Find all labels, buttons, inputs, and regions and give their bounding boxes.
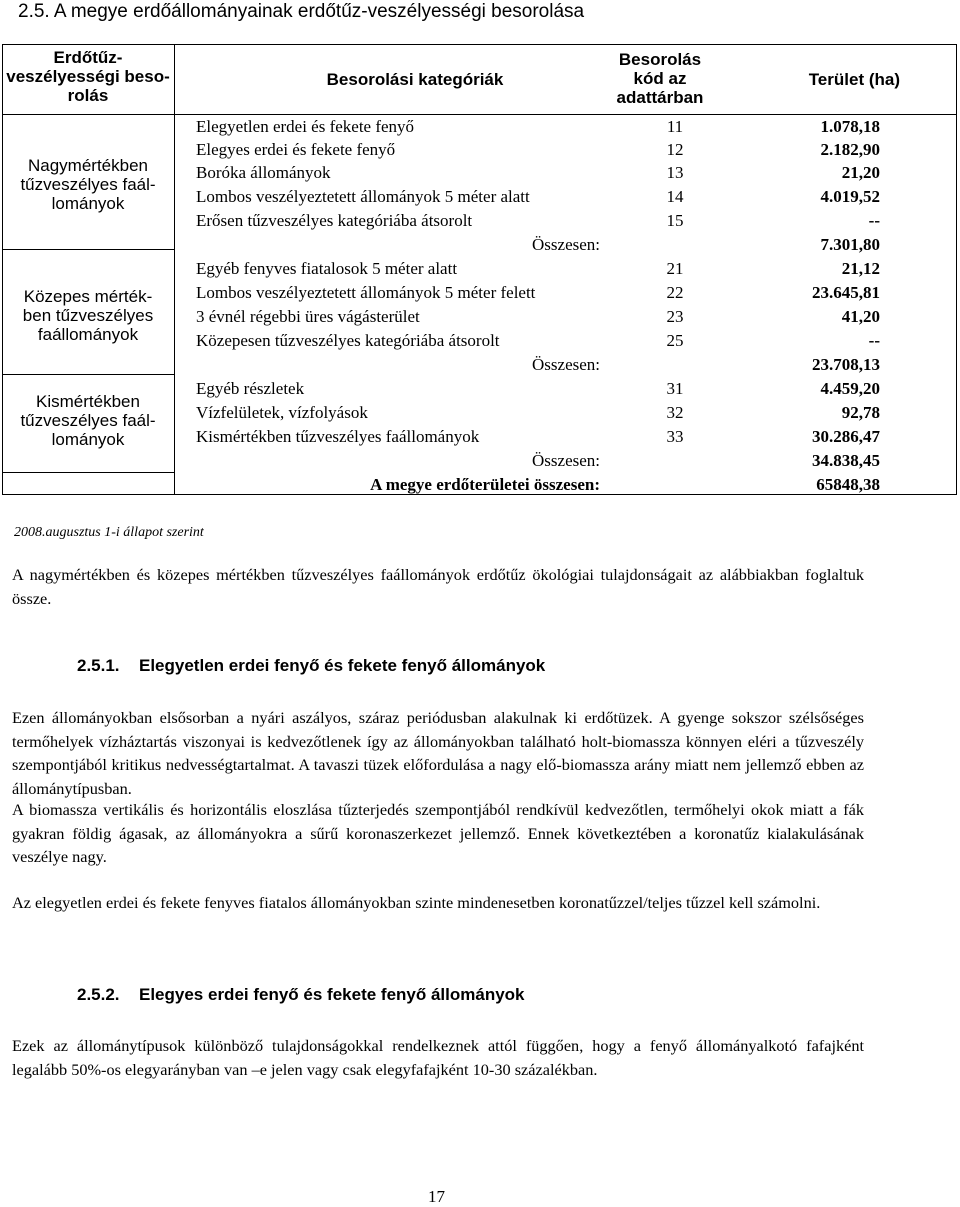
table-row-category: Közepesen tűzveszélyes kategóriába átsorolt	[196, 331, 500, 350]
group-label-medium	[4, 287, 172, 344]
subtotal-value: 7.301,80	[820, 235, 880, 254]
table-row-category: Elegyes erdei és fekete fenyő	[196, 140, 396, 159]
table-row-code: 15	[666, 211, 684, 230]
table-row-code: 25	[666, 331, 684, 350]
table-row-area: 21,12	[841, 259, 880, 278]
subtotal-label: Összesen:	[532, 235, 600, 254]
section-number: 2.5.2.	[77, 985, 120, 1004]
table-row-category: Egyéb fenyves fiatalosok 5 méter alatt	[196, 259, 458, 278]
header-classification	[4, 48, 172, 105]
header-categories: Besorolási kategóriák	[326, 70, 504, 89]
table-row-code: 23	[666, 307, 684, 326]
body-paragraph: A biomassza vertikális és horizontális eloszlása tűzterjedés szempontjából rendkívül kedvezőtlen, termőhelyi okok miatt a fák gyakran földig ágasak, az állományokra a sűrű koronaszerkezet jellemző. Ennek következtében a koronatűz kialakulásának veszélye nagy.	[12, 800, 864, 866]
header-code	[605, 50, 715, 107]
header-line: veszélyességi beso-	[6, 67, 170, 86]
header-area: Terület (ha)	[808, 70, 900, 89]
table-row-area: 92,78	[841, 403, 880, 422]
group-divider	[2, 472, 175, 473]
group-label-line: lományok	[51, 194, 125, 213]
body-paragraph: Ezen állományokban elsősorban a nyári aszályos, száraz periódusban alakulnak ki erdőtüzek. A gyenge sokszor szélsőséges termőhelyek vízháztartás viszonyai is kedvezőtlenek így az állományokban található holt-biomassza könnyen eléri a tűzveszély szempontjából kritikus nedvességtartalmat. A tavaszi tüzek előfordulása a nagy elő-biomassza arány miatt nem jellemző ebben az állománytípusban.	[12, 708, 864, 798]
section-heading: 2.5. A megye erdőállományainak erdőtűz-veszélyességi besorolása	[18, 1, 585, 22]
table-row-area: 4.459,20	[820, 379, 880, 398]
group-label-line: Közepes mérték-	[23, 287, 153, 306]
group-label-low	[4, 392, 172, 449]
group-label-line: Kismértékben	[36, 392, 140, 411]
table-row-category: Lombos veszélyeztetett állományok 5 méter alatt	[196, 187, 530, 206]
section-2-5-1-heading	[77, 656, 545, 676]
table-row-category: 3 évnél régebbi üres vágásterület	[196, 307, 420, 326]
table-row-category: Vízfelületek, vízfolyások	[196, 403, 368, 422]
table-note: 2008.augusztus 1-i állapot szerint	[14, 525, 204, 540]
table-row-code: 14	[666, 187, 684, 206]
table-row-category: Lombos veszélyeztetett állományok 5 méter felett	[196, 283, 536, 302]
section-number: 2.5.1.	[77, 656, 120, 675]
subtotal-value: 23.708,13	[812, 355, 880, 374]
body-paragraph: Az elegyetlen erdei és fekete fenyves fiatalos állományokban szinte mindenesetben koronatűzzel/teljes tűzzel kell számolni.	[12, 893, 821, 912]
subtotal-value: 34.838,45	[812, 451, 880, 470]
table-row-code: 32	[666, 403, 684, 422]
group-label-line: tűzveszélyes faál-	[20, 175, 156, 194]
table-row-code: 33	[666, 427, 684, 446]
header-line: adattárban	[616, 88, 704, 107]
group-label-line: faállományok	[37, 325, 139, 344]
grand-total-label: A megye erdőterületei összesen:	[370, 475, 600, 494]
table-row-area: 41,20	[841, 307, 880, 326]
table-row-code: 13	[666, 163, 684, 182]
table-row-area: 1.078,18	[820, 117, 880, 136]
table-row-code: 22	[666, 283, 684, 302]
intro-paragraph: A nagymértékben és közepes mértékben tűzveszélyes faállományok erdőtűz ökológiai tulajdonságait az alábbiakban foglaltuk össze.	[12, 565, 864, 608]
header-line: Erdőtűz-	[53, 48, 123, 67]
section-title: Elegyes erdei fenyő és fekete fenyő állományok	[139, 985, 525, 1004]
table-row-area: 4.019,52	[820, 187, 880, 206]
subtotal-label: Összesen:	[532, 451, 600, 470]
grand-total-value: 65848,38	[816, 475, 880, 494]
group-divider	[2, 249, 175, 250]
table-row-area: 21,20	[841, 163, 880, 182]
table-row-code: 11	[666, 117, 684, 136]
table-row-category: Erősen tűzveszélyes kategóriába átsorolt	[196, 211, 473, 230]
table-row-area: 30.286,47	[812, 427, 880, 446]
table-row-category: Elegyetlen erdei és fekete fenyő	[196, 117, 415, 136]
group-label-line: tűzveszélyes faál-	[20, 411, 156, 430]
group-label-line: lományok	[51, 430, 125, 449]
body-paragraph: Ezek az állománytípusok különböző tulajdonságokkal rendelkeznek attól függően, hogy a fenyő állományalkotó fafajként legalább 50%-os elegyarányban van –e jelen vagy csak elegyfafajként 10-30 százalékban.	[12, 1036, 864, 1079]
section-2-5-2-heading	[77, 985, 525, 1005]
group-label-line: ben tűzveszélyes	[22, 306, 154, 325]
table-row-category: Kismértékben tűzveszélyes faállományok	[196, 427, 480, 446]
table-row-code: 12	[666, 140, 684, 159]
group-label-high	[4, 156, 172, 213]
group-divider	[2, 374, 175, 375]
header-line: kód az	[633, 69, 687, 88]
table-row-area: 23.645,81	[812, 283, 880, 302]
section-title: Elegyetlen erdei fenyő és fekete fenyő állományok	[139, 656, 546, 675]
table-row-code: 31	[666, 379, 684, 398]
table-row-category: Egyéb részletek	[196, 379, 305, 398]
table-column-divider	[174, 44, 175, 495]
table-row-area: 2.182,90	[820, 140, 880, 159]
subtotal-label: Összesen:	[532, 355, 600, 374]
group-label-line: Nagymértékben	[27, 156, 148, 175]
header-line: Besorolás	[618, 50, 702, 69]
table-row-area: --	[868, 211, 880, 230]
table-row-area: --	[868, 331, 880, 350]
table-row-code: 21	[666, 259, 684, 278]
page-number: 17	[428, 1187, 445, 1206]
table-row-category: Boróka állományok	[196, 163, 331, 182]
header-divider	[2, 114, 957, 115]
header-line: rolás	[67, 86, 109, 105]
